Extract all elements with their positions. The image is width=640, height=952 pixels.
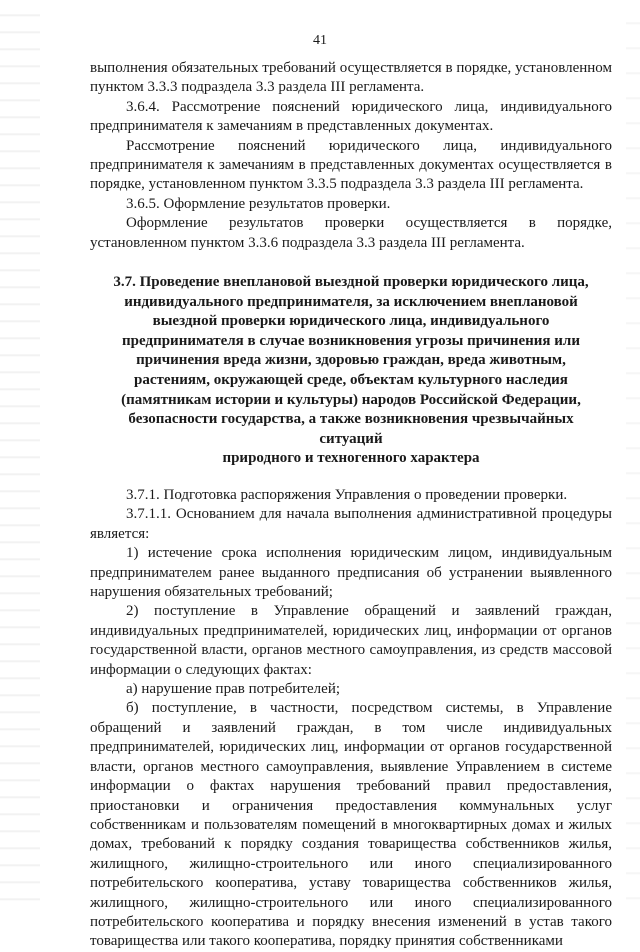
paragraph: 1) истечение срока исполнения юридическим лицом, индивидуальным предпринимателем ранее выданного предписания об устранении выявленного нарушения обязательных требований; — [90, 545, 612, 601]
heading-line: природного и техногенного характера — [222, 450, 480, 467]
heading-line: предпринимателя в случае возникновения угрозы причинения или — [122, 332, 580, 349]
heading-line: причинения вреда жизни, здоровью граждан, вреда животным, — [136, 352, 566, 369]
heading-line: 3.7. Проведение внеплановой выездной проверки юридического лица, — [113, 274, 589, 291]
heading-line: выездной проверки юридического лица, индивидуального — [152, 313, 550, 330]
paragraph: 2) поступление в Управление обращений и заявлений граждан, индивидуальных предпринимателей, юридических лиц, информации от органов государственной власти, органов местного самоуправления, из средств массовой информации о следующих фактах: — [90, 603, 612, 678]
document-page — [90, 59, 612, 952]
heading-line: индивидуального предпринимателя, за исключением внеплановой — [124, 293, 578, 310]
section-heading — [104, 273, 598, 469]
page-number: 41 — [313, 33, 327, 48]
paragraph: а) нарушение прав потребителей; — [126, 681, 341, 698]
heading-line: (памятникам истории и культуры) народов Российской Федерации, — [121, 391, 581, 408]
paragraph: 3.6.5. Оформление результатов проверки. — [126, 195, 391, 212]
scan-margin-left — [0, 0, 40, 905]
paragraph: Оформление результатов проверки осуществляется в порядке, установленном пунктом 3.3.6 подраздела 3.3 раздела III регламента. — [90, 215, 612, 251]
paragraph: 3.6.4. Рассмотрение пояснений юридического лица, индивидуального предпринимателя к замечаниям в представленных документах. — [90, 98, 612, 135]
heading-line: растениям, окружающей среде, объектам культурного наследия — [134, 372, 568, 389]
paragraph: 3.7.1. Подготовка распоряжения Управления о проведении проверки. — [126, 487, 568, 503]
paragraph: Рассмотрение пояснений юридического лица, индивидуального предпринимателя к замечаниям в представленных документах осуществляется в порядке, установленном пунктом 3.3.5 подраздела 3.3 раздела III регламента. — [90, 137, 612, 193]
paragraph: б) поступление, в частности, посредством системы, в Управление обращений и заявлений граждан, в том числе индивидуальных предпринимателей, юридических лиц, информации от органов государственной власти, органов местного самоуправления, выявление Управлением в системе информации о фактах нарушения требований правил предоставления, приостановки и ограничения предоставления коммунальных услуг собственникам и пользователям помещений в многоквартирных домах и жилых домах, требований к порядку создания товарищества собственников жилья, жилищного, жилищно-строительного или иного специализированного потребительского кооператива, уставу товарищества собственников жилья, жилищного, жилищно-строительного или иного специализированного потребительского кооператива и порядку внесения изменений в устав такого товарищества или такого кооператива, порядку принятия собственниками — [90, 700, 612, 950]
heading-line: безопасности государства, а также возникновения чрезвычайных ситуаций — [128, 411, 574, 447]
paragraph: выполнения обязательных требований осуществляется в порядке, установленном пунктом 3.3.3 подраздела 3.3 раздела III регламента. — [90, 60, 612, 96]
scan-margin-right — [626, 0, 640, 905]
paragraph: 3.7.1.1. Основанием для начала выполнения административной процедуры является: — [90, 506, 612, 542]
